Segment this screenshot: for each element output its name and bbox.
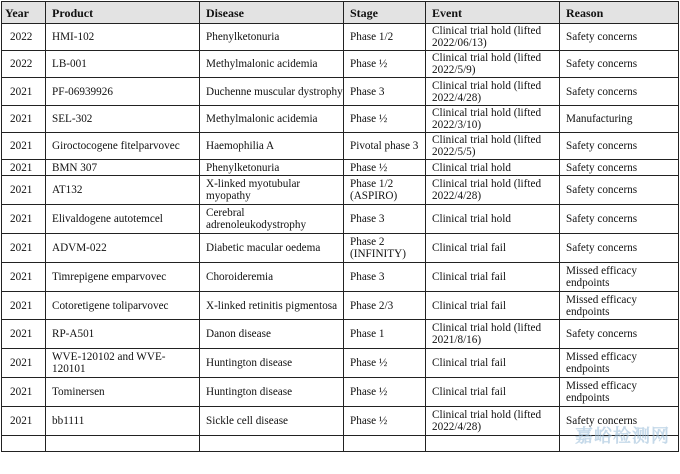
table-row: [2, 133, 679, 160]
cell-stage: Phase ½: [344, 160, 426, 176]
cell-reason: Safety concerns: [560, 234, 679, 263]
cell-stage: Phase 3: [344, 78, 426, 106]
cell-year: 2021: [2, 234, 46, 263]
cell-event: Clinical trial fail: [426, 349, 560, 378]
cell-event: Clinical trial hold: [426, 205, 560, 234]
cell-product: Elivaldogene autotemcel: [46, 205, 200, 234]
cell-product: Giroctocogene fitelparvovec: [46, 133, 200, 160]
cell-stage: Phase ½: [344, 407, 426, 436]
table-row: [2, 205, 679, 234]
cell-disease: Methylmalonic acidemia: [200, 106, 344, 133]
cell-disease: Danon disease: [200, 320, 344, 349]
cell-reason: Safety concerns: [560, 160, 679, 176]
gene-therapy-setbacks-table: [1, 1, 679, 452]
cell-stage: Phase 1: [344, 320, 426, 349]
cell-stage: Phase 3: [344, 205, 426, 234]
cell-reason: Missed efficacy endpoints: [560, 292, 679, 320]
cell-event: Clinical trial hold (lifted 2022/4/28): [426, 78, 560, 106]
cell-reason: Missed efficacy endpoints: [560, 378, 679, 407]
cell-product: Timrepigene emparvovec: [46, 263, 200, 292]
cell-event: Clinical trial hold: [426, 160, 560, 176]
cell-event: Clinical trial hold (lifted 2021/8/16): [426, 320, 560, 349]
cell-reason: [560, 436, 679, 452]
table-row: [2, 234, 679, 263]
cell-reason: Safety concerns: [560, 51, 679, 78]
cell-product: SEL-302: [46, 106, 200, 133]
cell-event: Clinical trial fail: [426, 378, 560, 407]
cell-disease: Huntington disease: [200, 349, 344, 378]
table-row: [2, 436, 679, 452]
cell-stage: Phase 1/2 (ASPIRO): [344, 176, 426, 205]
cell-disease: X-linked myotubular myopathy: [200, 176, 344, 205]
cell-reason: Missed efficacy endpoints: [560, 349, 679, 378]
cell-year: 2021: [2, 176, 46, 205]
cell-reason: Safety concerns: [560, 407, 679, 436]
table-row: [2, 378, 679, 407]
cell-product: BMN 307: [46, 160, 200, 176]
cell-product: WVE-120102 and WVE-120101: [46, 349, 200, 378]
cell-product: Tominersen: [46, 378, 200, 407]
cell-reason: Safety concerns: [560, 176, 679, 205]
header-stage: Stage: [344, 2, 426, 24]
cell-disease: Phenylketonuria: [200, 160, 344, 176]
cell-disease: Haemophilia A: [200, 133, 344, 160]
cell-year: 2021: [2, 349, 46, 378]
cell-stage: Phase 1/2: [344, 24, 426, 51]
cell-product: Cotoretigene toliparvovec: [46, 292, 200, 320]
cell-reason: Safety concerns: [560, 24, 679, 51]
cell-product: bb1111: [46, 407, 200, 436]
table-row: [2, 106, 679, 133]
cell-disease: Cerebral adrenoleukodystrophy: [200, 205, 344, 234]
cell-stage: Phase ½: [344, 349, 426, 378]
table-row: [2, 320, 679, 349]
cell-stage: Phase 2 (INFINITY): [344, 234, 426, 263]
cell-disease: Sickle cell disease: [200, 407, 344, 436]
table-row: [2, 160, 679, 176]
cell-year: 2021: [2, 78, 46, 106]
cell-stage: Phase 3: [344, 263, 426, 292]
cell-event: Clinical trial hold (lifted 2022/5/5): [426, 133, 560, 160]
header-year: Year: [2, 2, 46, 24]
cell-disease: [200, 436, 344, 452]
cell-product: HMI-102: [46, 24, 200, 51]
cell-reason: Missed efficacy endpoints: [560, 263, 679, 292]
table-row: [2, 78, 679, 106]
cell-reason: Safety concerns: [560, 78, 679, 106]
cell-stage: Phase ½: [344, 378, 426, 407]
cell-disease: Diabetic macular oedema: [200, 234, 344, 263]
cell-year: 2021: [2, 133, 46, 160]
cell-year: 2021: [2, 407, 46, 436]
cell-disease: Phenylketonuria: [200, 24, 344, 51]
cell-year: 2022: [2, 51, 46, 78]
cell-reason: Safety concerns: [560, 133, 679, 160]
cell-event: Clinical trial hold (lifted 2022/06/13): [426, 24, 560, 51]
cell-event: Clinical trial hold (lifted 2022/4/28): [426, 407, 560, 436]
cell-year: 2021: [2, 320, 46, 349]
table-row: [2, 24, 679, 51]
cell-year: 2021: [2, 205, 46, 234]
cell-disease: Choroideremia: [200, 263, 344, 292]
cell-product: [46, 436, 200, 452]
header-product: Product: [46, 2, 200, 24]
cell-year: 2022: [2, 24, 46, 51]
header-event: Event: [426, 2, 560, 24]
cell-stage: [344, 436, 426, 452]
cell-product: ADVM-022: [46, 234, 200, 263]
cell-event: Clinical trial hold (lifted 2022/3/10): [426, 106, 560, 133]
cell-product: LB-001: [46, 51, 200, 78]
table-row: [2, 263, 679, 292]
cell-disease: Duchenne muscular dystrophy: [200, 78, 344, 106]
cell-reason: Safety concerns: [560, 205, 679, 234]
table-row: [2, 292, 679, 320]
cell-product: PF-06939926: [46, 78, 200, 106]
cell-event: Clinical trial fail: [426, 234, 560, 263]
watermark: 嘉峪检测网: [575, 426, 670, 447]
cell-disease: Methylmalonic acidemia: [200, 51, 344, 78]
header-reason: Reason: [560, 2, 679, 24]
cell-product: AT132: [46, 176, 200, 205]
cell-year: 2021: [2, 263, 46, 292]
cell-event: Clinical trial hold (lifted 2022/4/28): [426, 176, 560, 205]
cell-year: 2021: [2, 106, 46, 133]
cell-event: Clinical trial fail: [426, 263, 560, 292]
cell-year: 2021: [2, 292, 46, 320]
header-disease: Disease: [200, 2, 344, 24]
cell-year: 2021: [2, 378, 46, 407]
cell-event: Clinical trial hold (lifted 2022/5/9): [426, 51, 560, 78]
cell-stage: Phase ½: [344, 51, 426, 78]
table-row: [2, 176, 679, 205]
cell-year: 2021: [2, 160, 46, 176]
cell-event: Clinical trial fail: [426, 292, 560, 320]
cell-reason: Safety concerns: [560, 320, 679, 349]
table-row: [2, 51, 679, 78]
cell-stage: Phase 2/3: [344, 292, 426, 320]
table-row: [2, 407, 679, 436]
cell-reason: Manufacturing: [560, 106, 679, 133]
table-row: [2, 349, 679, 378]
header-row: [2, 2, 679, 24]
cell-disease: X-linked retinitis pigmentosa: [200, 292, 344, 320]
cell-year: [2, 436, 46, 452]
cell-event: [426, 436, 560, 452]
cell-product: RP-A501: [46, 320, 200, 349]
cell-stage: Pivotal phase 3: [344, 133, 426, 160]
cell-disease: Huntington disease: [200, 378, 344, 407]
cell-stage: Phase ½: [344, 106, 426, 133]
